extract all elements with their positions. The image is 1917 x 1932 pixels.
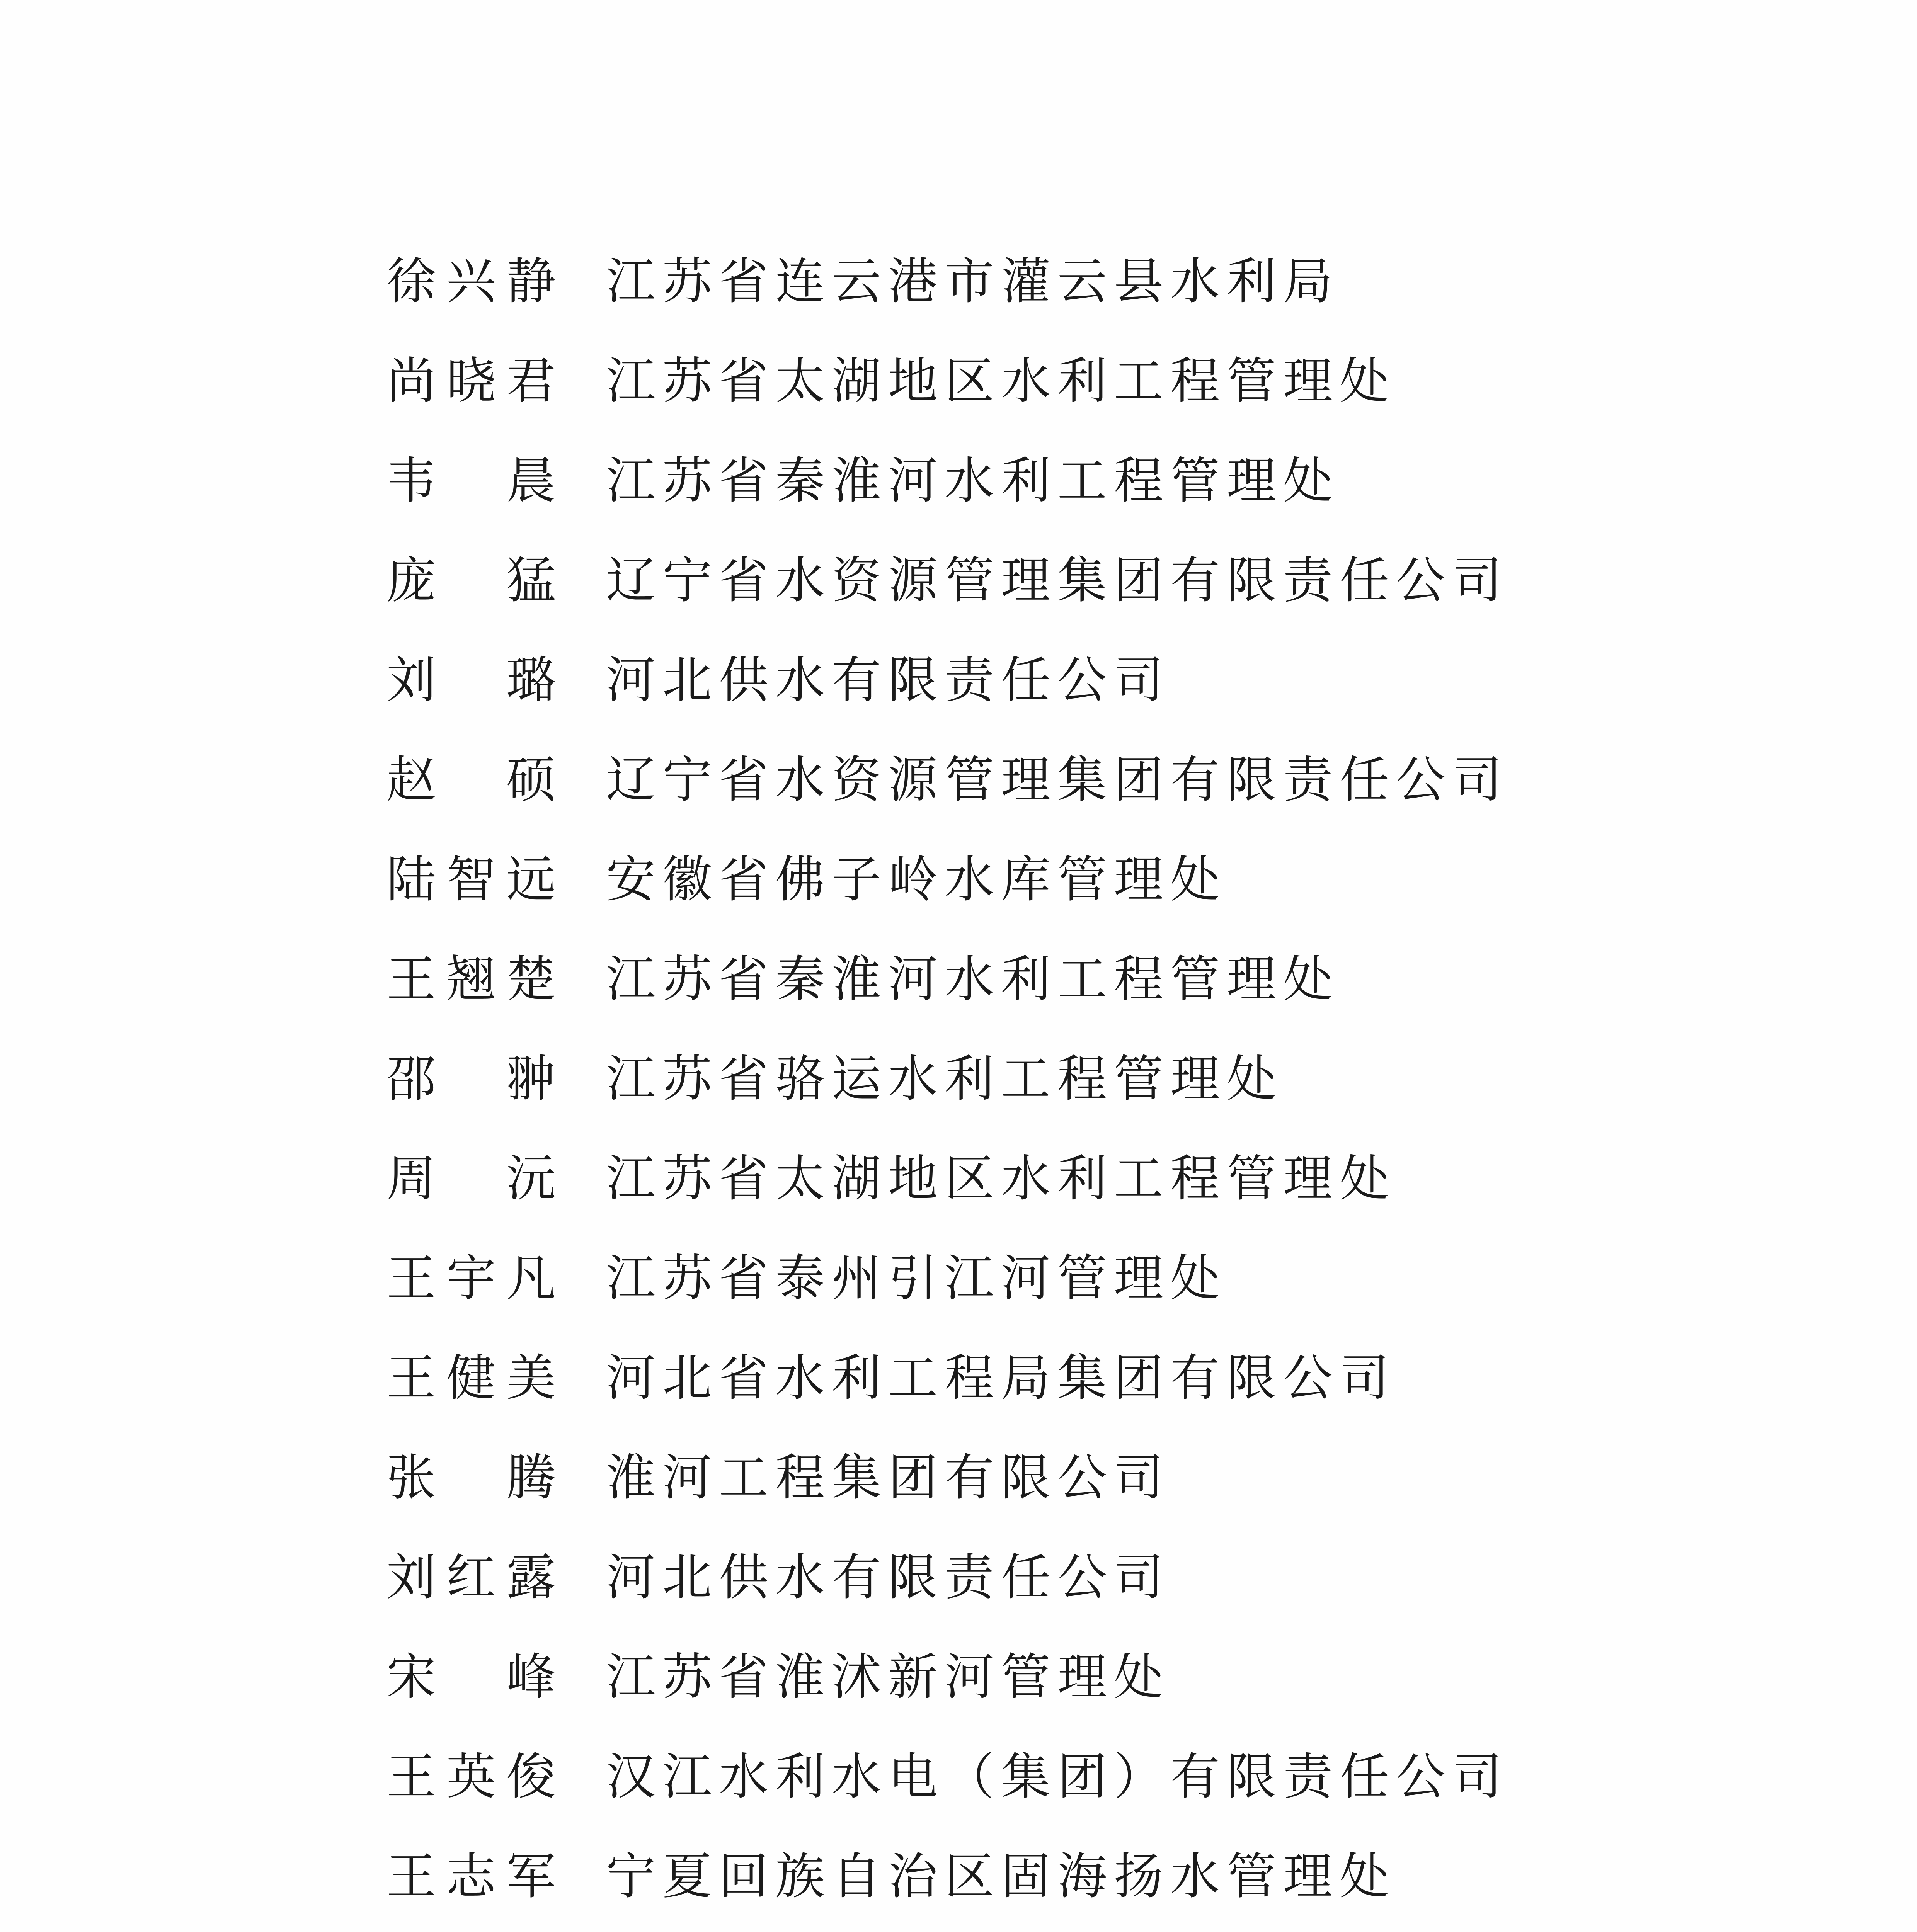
organization-name: 江苏省淮沭新河管理处 — [606, 1648, 1171, 1706]
list-item — [386, 1029, 1701, 1129]
name-char: 智 — [446, 851, 496, 908]
person-name — [386, 1050, 556, 1108]
organization-name: 江苏省连云港市灌云县水利局 — [606, 253, 1340, 310]
name-char: 周 — [386, 1150, 436, 1208]
organization-name: 辽宁省水资源管理集团有限责任公司 — [606, 552, 1509, 609]
name-char: 沅 — [506, 1150, 556, 1208]
name-char: 楚 — [506, 951, 556, 1008]
person-name — [386, 651, 556, 709]
list-item — [386, 730, 1701, 830]
list-item — [386, 1428, 1701, 1528]
person-name — [386, 751, 556, 809]
name-char: 尚 — [386, 352, 436, 410]
organization-name: 河北供水有限责任公司 — [606, 1549, 1171, 1606]
organization-name: 江苏省太湖地区水利工程管理处 — [606, 1150, 1396, 1208]
personnel-list — [386, 232, 1701, 1932]
person-name — [386, 951, 556, 1008]
list-item — [386, 1528, 1701, 1628]
person-name — [386, 253, 556, 310]
name-char: 静 — [506, 253, 556, 310]
name-char: 徐 — [386, 253, 436, 310]
organization-name: 汉江水利水电（集团）有限责任公司 — [606, 1748, 1509, 1806]
name-char: 露 — [506, 1549, 556, 1606]
name-char: 猛 — [506, 552, 556, 609]
person-name — [386, 552, 556, 609]
organization-name: 江苏省太湖地区水利工程管理处 — [606, 352, 1396, 410]
list-item — [386, 1727, 1701, 1827]
organization-name: 辽宁省水资源管理集团有限责任公司 — [606, 751, 1509, 809]
name-char: 远 — [506, 851, 556, 908]
list-item — [386, 232, 1701, 332]
list-item — [386, 830, 1701, 930]
name-char: 王 — [386, 1748, 436, 1806]
name-char: 宇 — [446, 1250, 496, 1307]
person-name — [386, 1349, 556, 1407]
organization-name: 江苏省秦淮河水利工程管理处 — [606, 951, 1340, 1008]
name-char: 刘 — [386, 1549, 436, 1606]
name-char: 俊 — [506, 1748, 556, 1806]
name-char: 刘 — [386, 651, 436, 709]
list-item — [386, 631, 1701, 730]
name-char: 邵 — [386, 1050, 436, 1108]
name-char: 君 — [506, 352, 556, 410]
name-char: 志 — [446, 1848, 496, 1905]
list-item — [386, 930, 1701, 1029]
list-item — [386, 431, 1701, 531]
name-char: 王 — [386, 1250, 436, 1307]
person-name — [386, 851, 556, 908]
name-char: 王 — [386, 1848, 436, 1905]
name-char: 韦 — [386, 452, 436, 510]
name-char: 赵 — [386, 751, 436, 809]
person-name — [386, 1250, 556, 1307]
list-item — [386, 1628, 1701, 1727]
person-name — [386, 1549, 556, 1606]
name-char: 晨 — [506, 452, 556, 510]
organization-name: 安徽省佛子岭水库管理处 — [606, 851, 1227, 908]
organization-name: 淮河工程集团有限公司 — [606, 1449, 1171, 1507]
name-char: 健 — [446, 1349, 496, 1407]
list-item — [386, 1229, 1701, 1328]
name-char: 凡 — [506, 1250, 556, 1307]
name-char: 美 — [506, 1349, 556, 1407]
name-char: 王 — [386, 1349, 436, 1407]
person-name — [386, 1150, 556, 1208]
organization-name: 河北供水有限责任公司 — [606, 651, 1171, 709]
name-char: 红 — [446, 1549, 496, 1606]
person-name — [386, 1648, 556, 1706]
name-char: 璐 — [506, 651, 556, 709]
list-item — [386, 531, 1701, 631]
organization-name: 河北省水利工程局集团有限公司 — [606, 1349, 1396, 1407]
person-name — [386, 1848, 556, 1905]
organization-name: 江苏省秦淮河水利工程管理处 — [606, 452, 1340, 510]
name-char: 翘 — [446, 951, 496, 1008]
name-char: 峰 — [506, 1648, 556, 1706]
list-item — [386, 1827, 1701, 1927]
name-char: 腾 — [506, 1449, 556, 1507]
organization-name: 江苏省骆运水利工程管理处 — [606, 1050, 1284, 1108]
name-char: 宋 — [386, 1648, 436, 1706]
person-name — [386, 452, 556, 510]
list-item — [386, 1328, 1701, 1428]
organization-name: 宁夏回族自治区固海扬水管理处 — [606, 1848, 1396, 1905]
list-item — [386, 1129, 1701, 1229]
person-name — [386, 352, 556, 410]
person-name — [386, 1449, 556, 1507]
name-char: 庞 — [386, 552, 436, 609]
name-char: 王 — [386, 951, 436, 1008]
name-char: 翀 — [506, 1050, 556, 1108]
name-char: 陆 — [386, 851, 436, 908]
person-name — [386, 1748, 556, 1806]
name-char: 军 — [506, 1848, 556, 1905]
list-item — [386, 332, 1701, 431]
name-char: 张 — [386, 1449, 436, 1507]
list-item — [386, 1927, 1701, 1932]
organization-name: 江苏省泰州引江河管理处 — [606, 1250, 1227, 1307]
name-char: 兴 — [446, 253, 496, 310]
name-char: 英 — [446, 1748, 496, 1806]
name-char: 硕 — [506, 751, 556, 809]
name-char: 晓 — [446, 352, 496, 410]
